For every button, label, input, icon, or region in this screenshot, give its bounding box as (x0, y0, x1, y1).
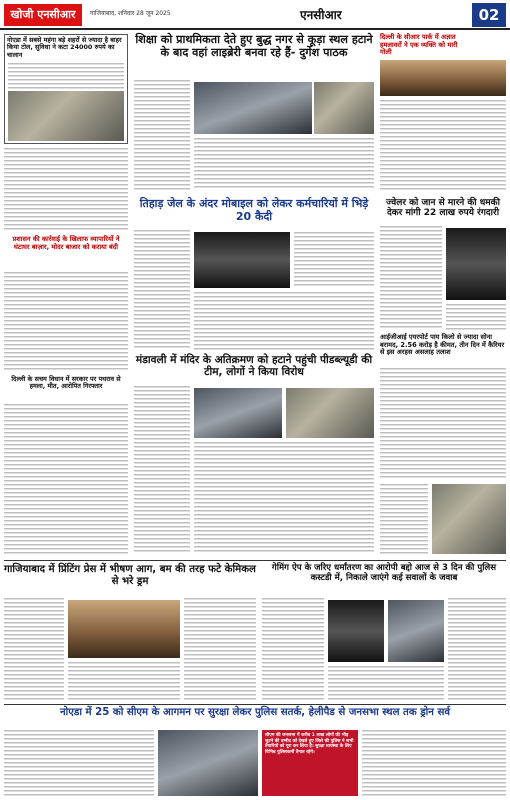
jeweller-body-col1 (380, 226, 442, 330)
gaming-headline: गेमिंग ऐप के जरिए धर्मांतरण का आरोपी बद्दो आज से 3 दिन की पुलिस कस्टडी में, निकाले जाएंगे कई सवालों के जवाब (271, 563, 497, 583)
lead-body-col2 (194, 138, 374, 190)
fire-body-col1 (4, 598, 64, 700)
temple-body-col2 (194, 442, 374, 554)
story-toll-headline: नोएडा में सबसे महंगा बड़े शहरों से ज्यादा है बाहर किया टोल, सुविधा ने कटा 24000 रुपये का चालान (7, 36, 122, 59)
section-title: एनसीआर (300, 8, 342, 22)
gaming-body-col3 (328, 666, 444, 700)
story-admin-body (4, 272, 128, 372)
story-admin-headline: प्रशासन की कार्रवाई के खिलाफ व्यापारियों ने घंटाघर बाज़ार, मोदर बाजार को कराया बंदी (12, 235, 120, 251)
fire-headline: गाजियाबाद में प्रिंटिंग प्रेस में भीषण आग, बम की तरह फटे केमिकल से भरे ड्रम (4, 564, 256, 587)
temple-photo-2 (286, 388, 374, 438)
delhi-crime-body (380, 100, 506, 192)
brand-logo: खोजी एनसीआर (4, 4, 82, 26)
airport-photo (432, 484, 506, 554)
lead-headline: शिक्षा को प्राथमिकता देते हुए बुद्ध नगर से कूड़ा स्थल हटाने के बाद वहां लाइब्रेरी बनवा रहे हैं- दुर्गेश पाठक (135, 33, 373, 59)
temple-body-col1 (134, 386, 190, 554)
lead-photo-2 (314, 82, 374, 134)
gaming-body-col2 (448, 598, 506, 700)
noida-cm-photo (158, 730, 258, 796)
tihar-headline: तिहाड़ जेल के अंदर मोबाइल को लेकर कर्मचारियों में भिड़े 20 कैदी (139, 197, 369, 223)
tihar-body-col2 (194, 292, 374, 350)
noida-cm-headline: नोएडा में 25 को सीएम के आगमन पर सुरक्षा लेकर पुलिस सतर्क, हेलीपैड से जनसभा स्थल तक ड्रोन सर्व (59, 707, 451, 718)
jeweller-headline: ज्वेलर को जान से मारने की धमकी देकर मांगी 22 लाख रुपये रंगदारी (386, 198, 500, 219)
story-assembly-headline: दिल्ली के सचम विधान में सरकार पर पथराव से हमला, मीत, आरोपित गिरफ्तार (11, 375, 121, 391)
tihar-jail-photo (194, 232, 290, 288)
temple-headline: मंडावली में मंदिर के अतिक्रमण को हटाने पहुंची पीडब्ल्यूडी की टीम, लोगों ने किया विरोध (135, 354, 373, 379)
lead-body-col1 (134, 80, 190, 190)
delhi-crime-headline: दिल्ली के सीआर पार्क में अज्ञात हमलावरों ने एक व्यक्ति को मारी गोली (380, 33, 458, 57)
toll-plaza-photo (8, 91, 124, 141)
tihar-body-col3 (294, 232, 374, 288)
gaming-body-col1 (262, 598, 324, 700)
story-toll-body (8, 63, 124, 89)
jeweller-body-col2 (446, 304, 506, 330)
page-number: 02 (472, 3, 506, 27)
jeweller-photo (446, 228, 506, 300)
temple-photo-1 (194, 388, 282, 438)
noida-cm-body-col2 (362, 730, 506, 796)
airport-body (380, 368, 506, 480)
fire-body-col2 (184, 598, 256, 700)
gun-photo (380, 60, 506, 96)
tihar-body-col1 (134, 230, 190, 350)
gaming-suspect-photo-1 (328, 600, 384, 662)
airport-body-2 (380, 484, 428, 554)
story-toll-box (4, 34, 128, 144)
noida-cm-body-col1 (4, 730, 154, 796)
noida-cm-callout: सीएम की जनसभा में करीब 1 लाख लोगों की भीड़ जुटने की उम्मीद को देखते हुए जिले की पुलिस ने सभी तैयारियों को पूरा कर लिया है। सुरक्षा व्यवस्था के लिए विभिन्न पुलिसकर्मी तैनात रहेंगे। (262, 730, 358, 796)
section-divider (4, 560, 506, 561)
fire-body-col3 (68, 662, 180, 700)
section-divider-2 (4, 704, 506, 705)
story-assembly-body (4, 404, 128, 554)
gaming-suspect-photo-2 (388, 600, 444, 662)
airport-headline: आईजीआई एयरपोर्ट पाय किलो से ज्यादा सोना बरामद, 2.56 करोड़ है कीमत, तीन दिन में कैरियर से इस अरहस असलाह तलाश (380, 333, 505, 357)
fire-photo (68, 600, 180, 658)
lead-photo-1 (194, 82, 312, 134)
story-toll-continued (4, 148, 128, 232)
dateline: गाजियाबाद, शनिवार 28 जून 2025 (90, 10, 171, 17)
